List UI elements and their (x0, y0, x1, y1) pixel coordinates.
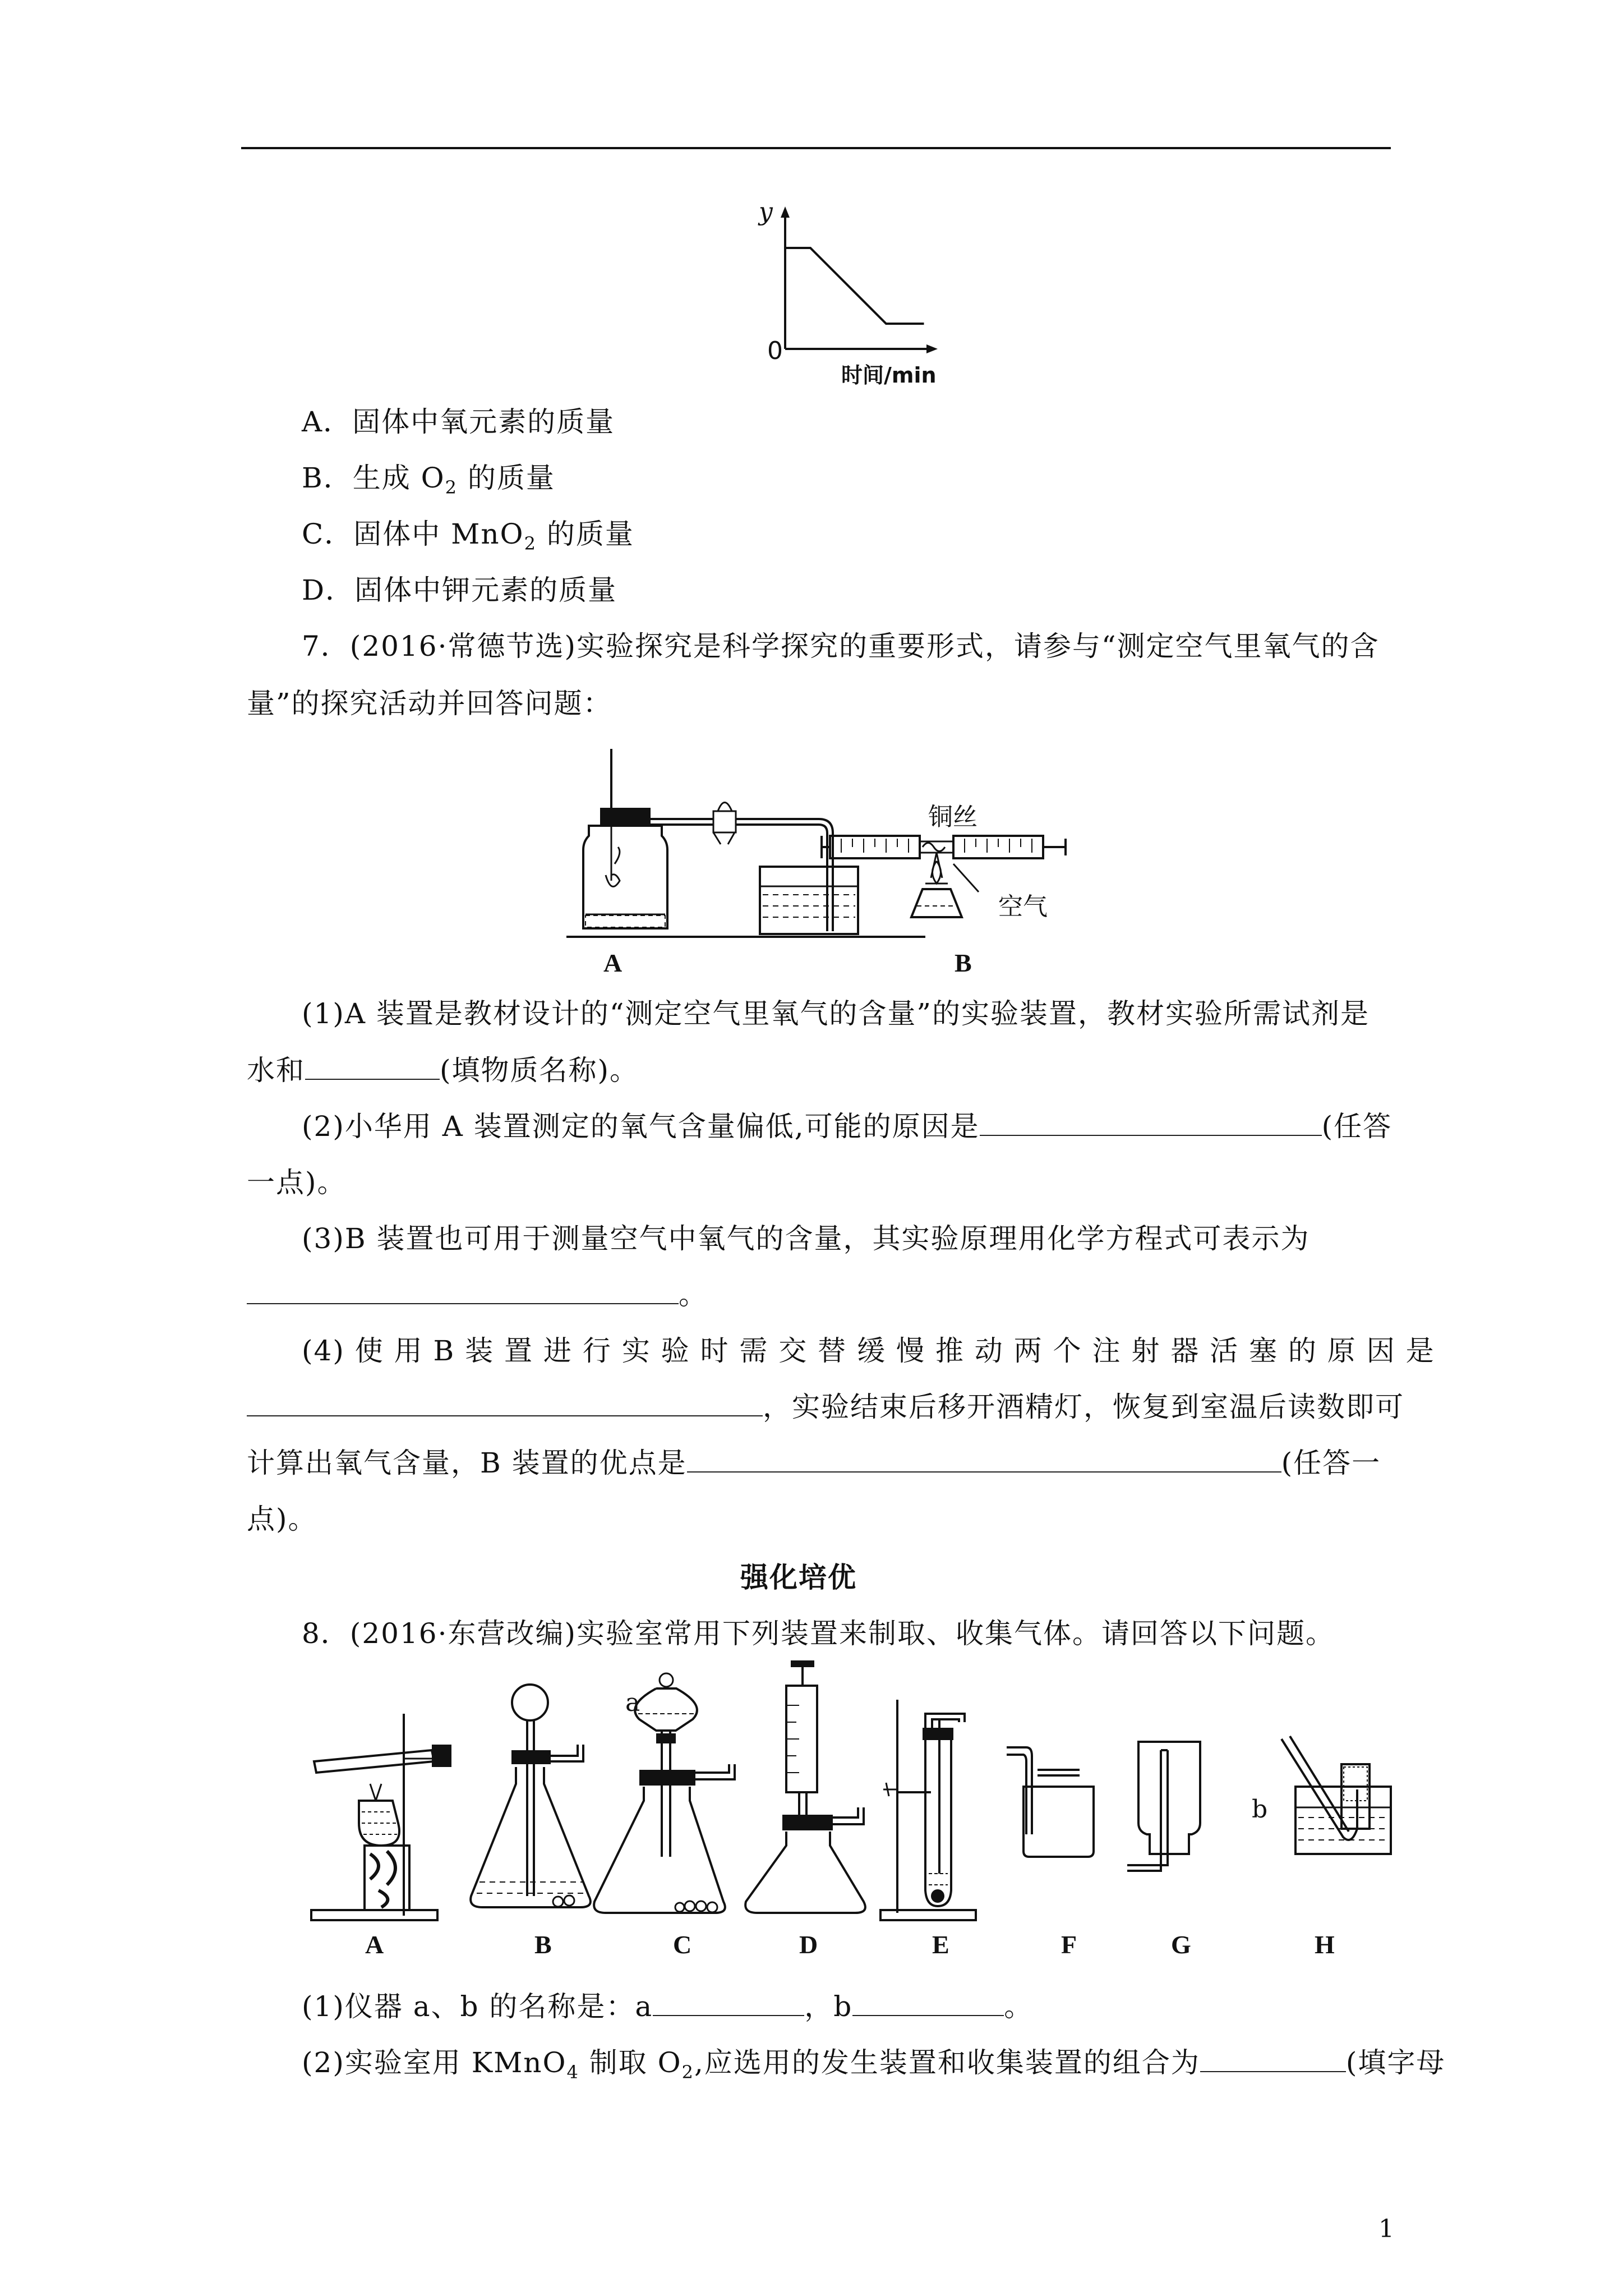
text-segment: 。 (1004, 1990, 1034, 2023)
answer-blank[interactable] (305, 1056, 440, 1080)
apparatus-label-e: E (932, 1930, 949, 1959)
apparatus-b (471, 1685, 591, 1907)
answer-blank[interactable] (653, 1993, 804, 2016)
text-segment: 制取 O (579, 2046, 682, 2079)
q7-p2-line1 (302, 1108, 1392, 1144)
subscript: 2 (524, 533, 537, 554)
q8-p1 (302, 1989, 1033, 2024)
page-number: 1 (1378, 2215, 1394, 2243)
apparatus-a (311, 1714, 451, 1920)
origin-label: 0 (767, 337, 783, 365)
apparatus-label-a: A (365, 1930, 384, 1959)
text-segment: 计算出氧气含量，B 装置的优点是 (247, 1447, 687, 1479)
text-segment: 。 (679, 1278, 708, 1311)
option-text: 固体中 MnO (353, 518, 524, 550)
apparatus-c (594, 1673, 735, 1913)
apparatus-label-c: C (673, 1930, 692, 1959)
q8-stem: 8．(2016·东营改编)实验室常用下列装置来制取、收集气体。请回答以下问题。 (302, 1617, 1335, 1650)
subscript: 4 (566, 2062, 579, 2083)
option-letter: A． (302, 406, 353, 438)
text-segment: (任答一 (1281, 1447, 1381, 1479)
answer-blank[interactable] (247, 1281, 679, 1304)
apparatus-d (745, 1660, 865, 1913)
figure-label-b: B (955, 949, 972, 977)
option-c (302, 516, 634, 562)
q7-p2-line2: 一点)。 (247, 1166, 347, 1199)
instrument-b-label: b (1252, 1795, 1268, 1824)
option-letter: C． (302, 518, 354, 550)
apparatus-label-d: D (799, 1930, 818, 1959)
option-text: 生成 O (352, 462, 445, 494)
copper-wire-label: 铜丝 (928, 803, 978, 831)
answer-blank[interactable] (852, 1993, 1004, 2016)
q7-stem-line2: 量”的探究活动并回答问题： (247, 687, 612, 720)
option-b (302, 460, 555, 505)
series-line (785, 248, 924, 324)
apparatus-label-g: G (1171, 1930, 1191, 1959)
text-segment: (2)实验室用 KMnO (302, 2046, 567, 2079)
apparatus-row-8 (303, 1660, 1402, 1924)
x-axis-arrow (926, 344, 938, 353)
text-segment: ，b (804, 1990, 853, 2023)
text-segment: (填字母 (1345, 2046, 1446, 2079)
text-segment: (任答 (1321, 1110, 1393, 1143)
subscript: 2 (445, 477, 458, 498)
q7-p3-line1: (3)B 装置也可用于测量空气中氧气的含量，其实验原理用化学方程式可表示为 (302, 1222, 1310, 1255)
option-text: 固体中钾元素的质量 (354, 574, 617, 606)
apparatus-f (1007, 1747, 1094, 1857)
option-d (302, 572, 617, 608)
air-label: 空气 (998, 892, 1048, 921)
answer-blank[interactable] (1200, 2049, 1346, 2072)
text-segment: ，实验结束后移开酒精灯，恢复到室温后读数即可 (763, 1391, 1404, 1423)
apparatus-label-h: H (1315, 1930, 1335, 1959)
text-segment: (2)小华用 A 装置测定的氧气含量偏低,可能的原因是 (302, 1110, 980, 1143)
q7-p4-line1: (4) 使 用 B 装 置 进 行 实 验 时 需 交 替 缓 慢 推 动 两 个 注 射 器 活 塞 的 原 因 是 (302, 1335, 1435, 1367)
answer-blank[interactable] (247, 1393, 763, 1416)
apparatus-label-b: B (534, 1930, 552, 1959)
q7-p3-line2 (247, 1277, 708, 1313)
q7-p1-line1: (1)A 装置是教材设计的“测定空气里氧气的含量”的实验装置，教材实验所需试剂是 (302, 997, 1370, 1030)
instrument-a-label: a (625, 1688, 640, 1717)
q7-p4-line4: 点)。 (247, 1503, 317, 1535)
section-title: 强化培优 (740, 1561, 857, 1594)
text-segment: ,应选用的发生装置和收集装置的组合为 (694, 2046, 1200, 2079)
apparatus-g (1127, 1742, 1200, 1871)
text-segment: 水和 (247, 1054, 305, 1087)
q7-stem-line1: 7．(2016·常德节选)实验探究是科学探究的重要形式，请参与“测定空气里氧气的含 (302, 630, 1380, 662)
apparatus-label-f: F (1061, 1930, 1077, 1959)
q7-p4-line3 (247, 1445, 1381, 1481)
x-axis-label: 时间/min (841, 363, 937, 388)
text-segment: (1)仪器 a、b 的名称是：a (302, 1990, 653, 2023)
q7-p1-line2 (247, 1052, 639, 1088)
answer-blank[interactable] (980, 1112, 1322, 1136)
apparatus-h (1281, 1736, 1391, 1854)
option-letter: B． (302, 462, 353, 494)
answer-blank[interactable] (687, 1449, 1281, 1473)
option-letter: D． (302, 574, 355, 606)
q7-p4-line2 (247, 1389, 1404, 1425)
option-text: 的质量 (458, 462, 555, 494)
subscript: 2 (681, 2062, 694, 2083)
text-segment: (填物质名称)。 (440, 1054, 639, 1087)
apparatus-e (880, 1700, 976, 1920)
q8-p2 (302, 2045, 1445, 2090)
header-rule (241, 147, 1391, 149)
option-text: 的质量 (536, 518, 634, 550)
option-text: 固体中氧元素的质量 (352, 406, 615, 438)
y-axis-arrow (781, 206, 790, 218)
figure-label-a: A (603, 949, 623, 977)
y-axis-label: y (759, 197, 773, 226)
option-a (302, 404, 615, 440)
